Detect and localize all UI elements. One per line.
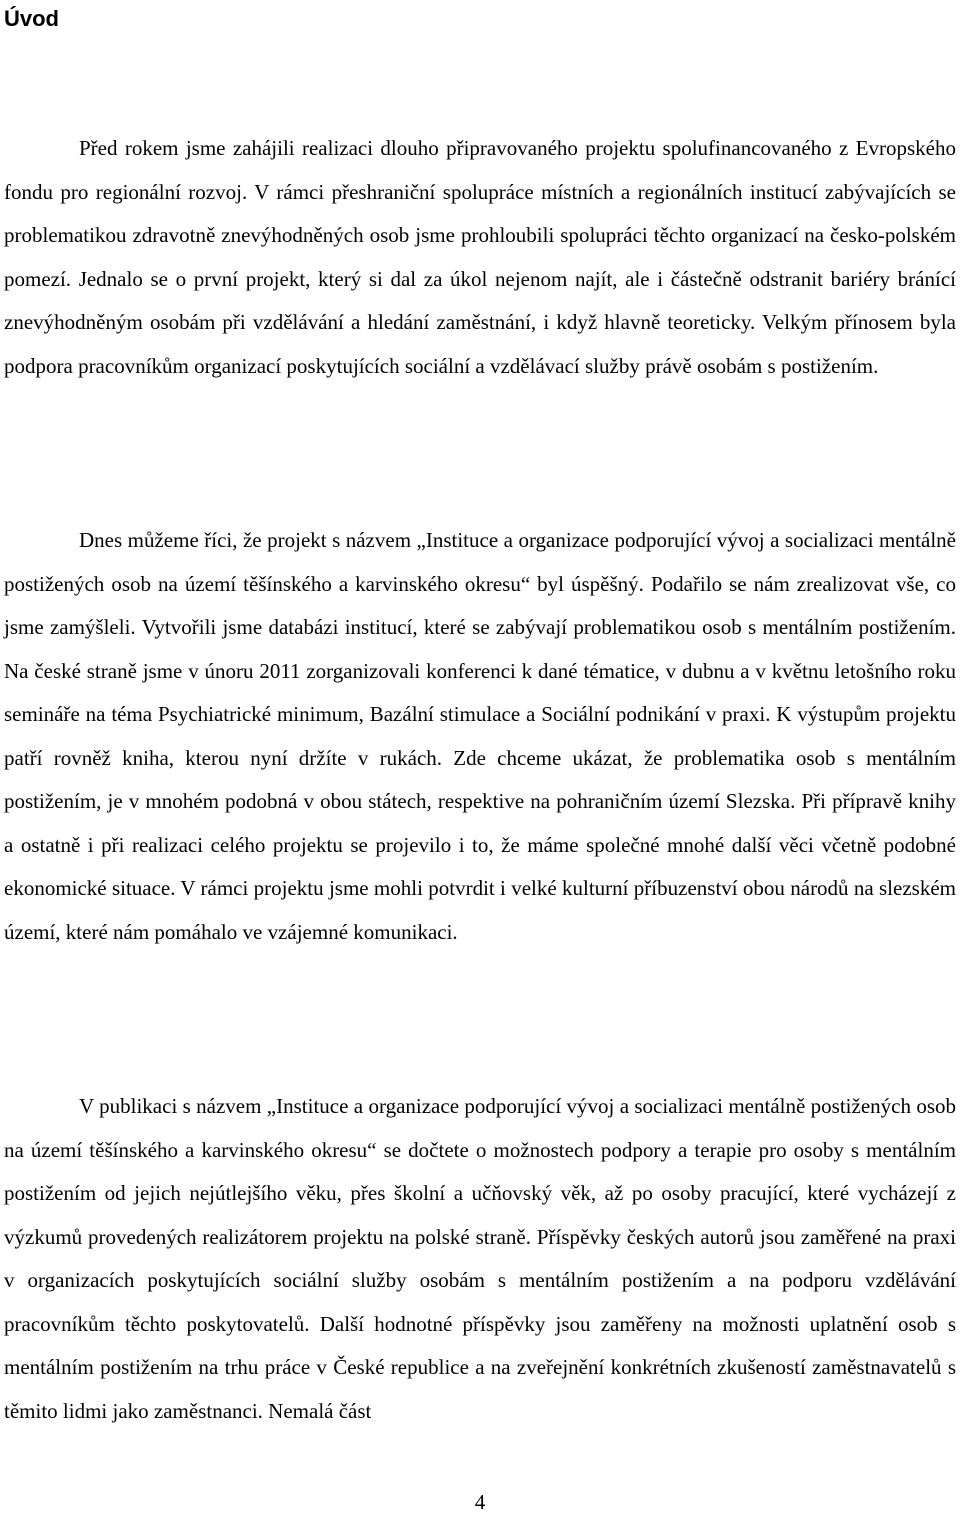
paragraph-publication-contents: V publikaci s názvem „Instituce a organizace podporující vývoj a socializaci mentálně postižených osob na území těšínského a karvinského okresu“ se dočtete o možnostech podpory a terapie pro osoby s mentálním postižením od jejich nejútlejšího věku, přes školní a učňovský věk, až po osoby pracující, které vycházejí z výzkumů provedených realizátorem projektu na polské straně. Příspěvky českých autorů jsou zaměřené na praxi v organizacích poskytujících sociální služby osobám s mentálním postižením a na podporu vzdělávání pracovníkům těchto poskytovatelů. Další hodnotné příspěvky jsou zaměřeny na možnosti uplatnění osob s mentálním postižením na trhu práce v České republice a na zveřejnění konkrétních zkušeností zaměstnavatelů s těmito lidmi jako zaměstnanci. Nemalá část [4,1094,956,1423]
paragraph-project-results: Dnes můžeme říci, že projekt s názvem „Instituce a organizace podporující vývoj a socializaci mentálně postižených osob na území těšínského a karvinského okresu“ byl úspěšný. Podařilo se nám zrealizovat vše, co jsme zamýšleli. Vytvořili jsme databázi institucí, které se zabývají problematikou osob s mentálním postižením. Na české straně jsme v únoru 2011 zorganizovali konferenci k dané tématice, v dubnu a v květnu letošního roku semináře na téma Psychiatrické minimum, Bazální stimulace a Sociální podnikání v praxi. K výstupům projektu patří rovněž kniha, kterou nyní držíte v rukách. Zde chceme ukázat, že problematika osob s mentálním postižením, je v mnohém podobná v obou státech, respektive na pohraničním území Slezska. Při přípravě knihy a ostatně i při realizaci celého projektu se projevilo i to, že máme společné mnohé další věci včetně podobné ekonomické situace. V rámci projektu jsme mohli potvrdit i velké kulturní příbuzenství obou národů na slezském území, které nám pomáhalo ve vzájemné komunikaci. [4,528,956,944]
page-number: 4 [474,1490,486,1514]
paragraph-project-start: Před rokem jsme zahájili realizaci dlouho připravovaného projektu spolufinancovaného z Evropského fondu pro regionální rozvoj. V rámci přeshraniční spolupráce místních a regionálních institucí zabývajících se problematikou zdravotně znevýhodněných osob jsme prohloubili spolupráci těchto organizací na česko-polském pomezí. Jednalo se o první projekt, který si dal za úkol nejenom najít, ale i částečně odstranit bariéry bránící znevýhodněným osobám při vzdělávání a hledání zaměstnání, i když hlavně teoreticky. Velkým přínosem byla podpora pracovníkům organizací poskytujících sociální a vzdělávací služby právě osobám s postižením. [4,136,956,378]
section-heading: Úvod [4,6,59,31]
